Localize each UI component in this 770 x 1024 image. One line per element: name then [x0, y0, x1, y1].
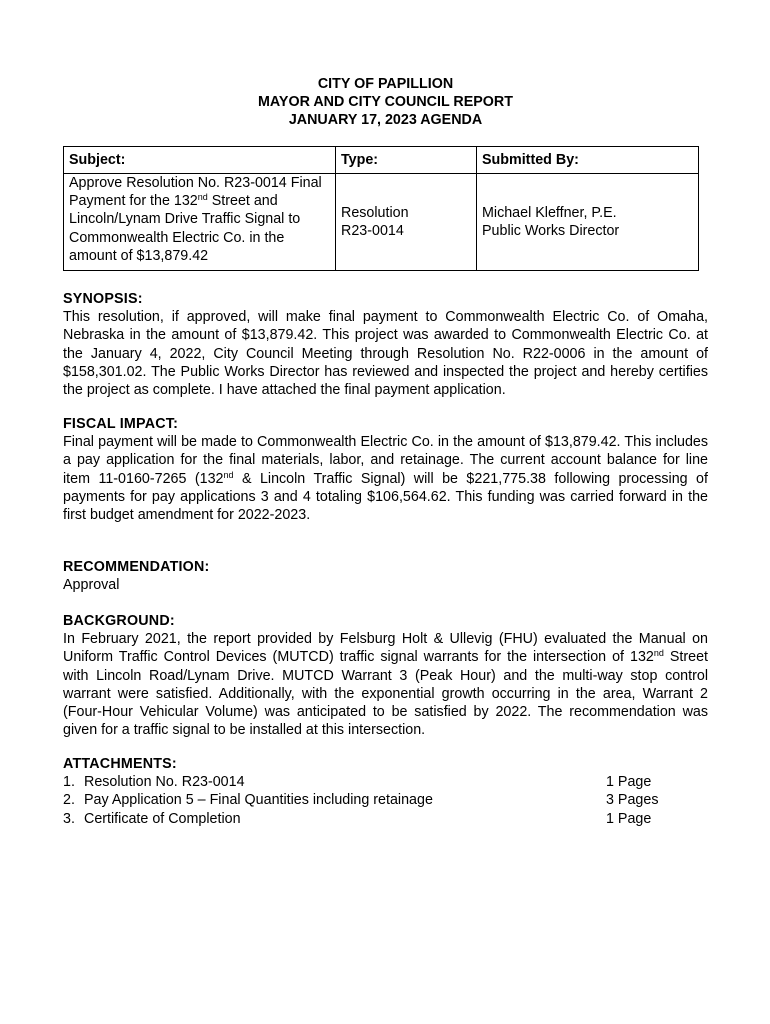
subject-header: Subject: [64, 147, 336, 174]
attachment-title: Pay Application 5 – Final Quantities including retainage [84, 792, 433, 809]
fiscal-text-1: Final payment will be made to Commonwealth Electric Co. in the amount of $13,879.42. This includes a pay application for the final materials, labor, and retainage. The current account balance for line item 11-0160-7265 (132 [63, 434, 708, 487]
attachment-number: 3. [63, 810, 75, 827]
city-title: CITY OF PAPILLION [317, 76, 454, 92]
submitted-by-header: Submitted By: [477, 147, 699, 174]
fiscal-impact-section [63, 415, 708, 524]
subject-cell [64, 174, 336, 271]
background-text [63, 630, 708, 739]
recommendation-heading: RECOMMENDATION: [63, 559, 210, 575]
fiscal-impact-heading: FISCAL IMPACT: [63, 416, 179, 432]
background-section [63, 612, 708, 739]
subject-text-1: Approve Resolution No. R23-0014 Final Payment for the 132 [69, 175, 322, 210]
subject-text-2: Street and Lincoln/Lynam Drive Traffic Signal to Commonwealth Electric Co. in the amount of $13,879.42 [69, 193, 301, 264]
attachment-item [63, 810, 708, 828]
fiscal-text-2: & Lincoln Traffic Signal) will be $221,775.38 following processing of payments for pay applications 3 and 4 totaling $106,564.62. This funding was carried forward in the first budget amendment for 2022-2023. [63, 470, 708, 524]
agenda-date: JANUARY 17, 2023 AGENDA [288, 112, 483, 128]
background-text-2: Street with Lincoln Road/Lynam Drive. MUTCD Warrant 3 (Peak Hour) and the multi-way stop control warrant were satisfied. Additionally, with the exponential growth occurring in the area, Warrant 2 (Four-Hour Vehicular Volume) was anticipated to be satisfied by 2022. The recommendation was given for a traffic signal to be installed at this intersection. [63, 649, 708, 739]
type-line-2: R23-0014 [341, 223, 404, 239]
attachment-pages: 1 Page [606, 774, 652, 791]
attachment-number: 1. [63, 774, 75, 791]
report-title: MAYOR AND CITY COUNCIL REPORT [258, 94, 513, 110]
attachments-heading: ATTACHMENTS: [63, 756, 177, 772]
subject-sup: nd [197, 192, 208, 203]
type-header: Type: [336, 147, 477, 174]
info-table-body-row [64, 174, 699, 271]
attachments-section [63, 755, 708, 828]
info-table-header-row [64, 147, 699, 174]
attachment-number: 2. [63, 792, 75, 809]
attachment-item [63, 791, 708, 809]
attachment-pages: 1 Page [606, 810, 652, 827]
synopsis-text: This resolution, if approved, will make final payment to Commonwealth Electric Co. of Omaha, Nebraska in the amount of $13,879.42. This project was awarded to Commonwealth Electric Co. at the January 4, 2022, City Council Meeting through Resolution No. R22-0006 in the amount of $158,301.02. The Public Works Director has reviewed and inspected the project and hereby certifies the project as complete. I have attached the final payment application. [63, 309, 708, 399]
fiscal-sup: nd [223, 469, 234, 480]
recommendation-text: Approval [63, 577, 120, 594]
synopsis-heading: SYNOPSIS: [63, 291, 143, 307]
report-info-table [63, 146, 699, 271]
submitter-name: Michael Kleffner, P.E. [482, 204, 617, 221]
submitted-by-cell [477, 174, 699, 271]
attachment-title: Certificate of Completion [84, 810, 241, 827]
fiscal-impact-text [63, 433, 708, 524]
recommendation-section [63, 558, 708, 594]
attachment-item [63, 773, 708, 791]
type-line-1: Resolution [341, 204, 409, 221]
background-sup: nd [653, 648, 664, 659]
submitter-title: Public Works Director [482, 223, 620, 239]
attachment-pages: 3 Pages [606, 792, 659, 809]
type-cell [336, 174, 477, 271]
background-text-1: In February 2021, the report provided by Felsburg Holt & Ullevig (FHU) evaluated the Manual on Uniform Traffic Control Devices (MUTCD) traffic signal warrants for the intersection of 132 [63, 631, 708, 666]
synopsis-section [63, 290, 708, 399]
background-heading: BACKGROUND: [63, 613, 175, 629]
attachment-title: Resolution No. R23-0014 [84, 774, 245, 791]
report-header [63, 75, 708, 129]
